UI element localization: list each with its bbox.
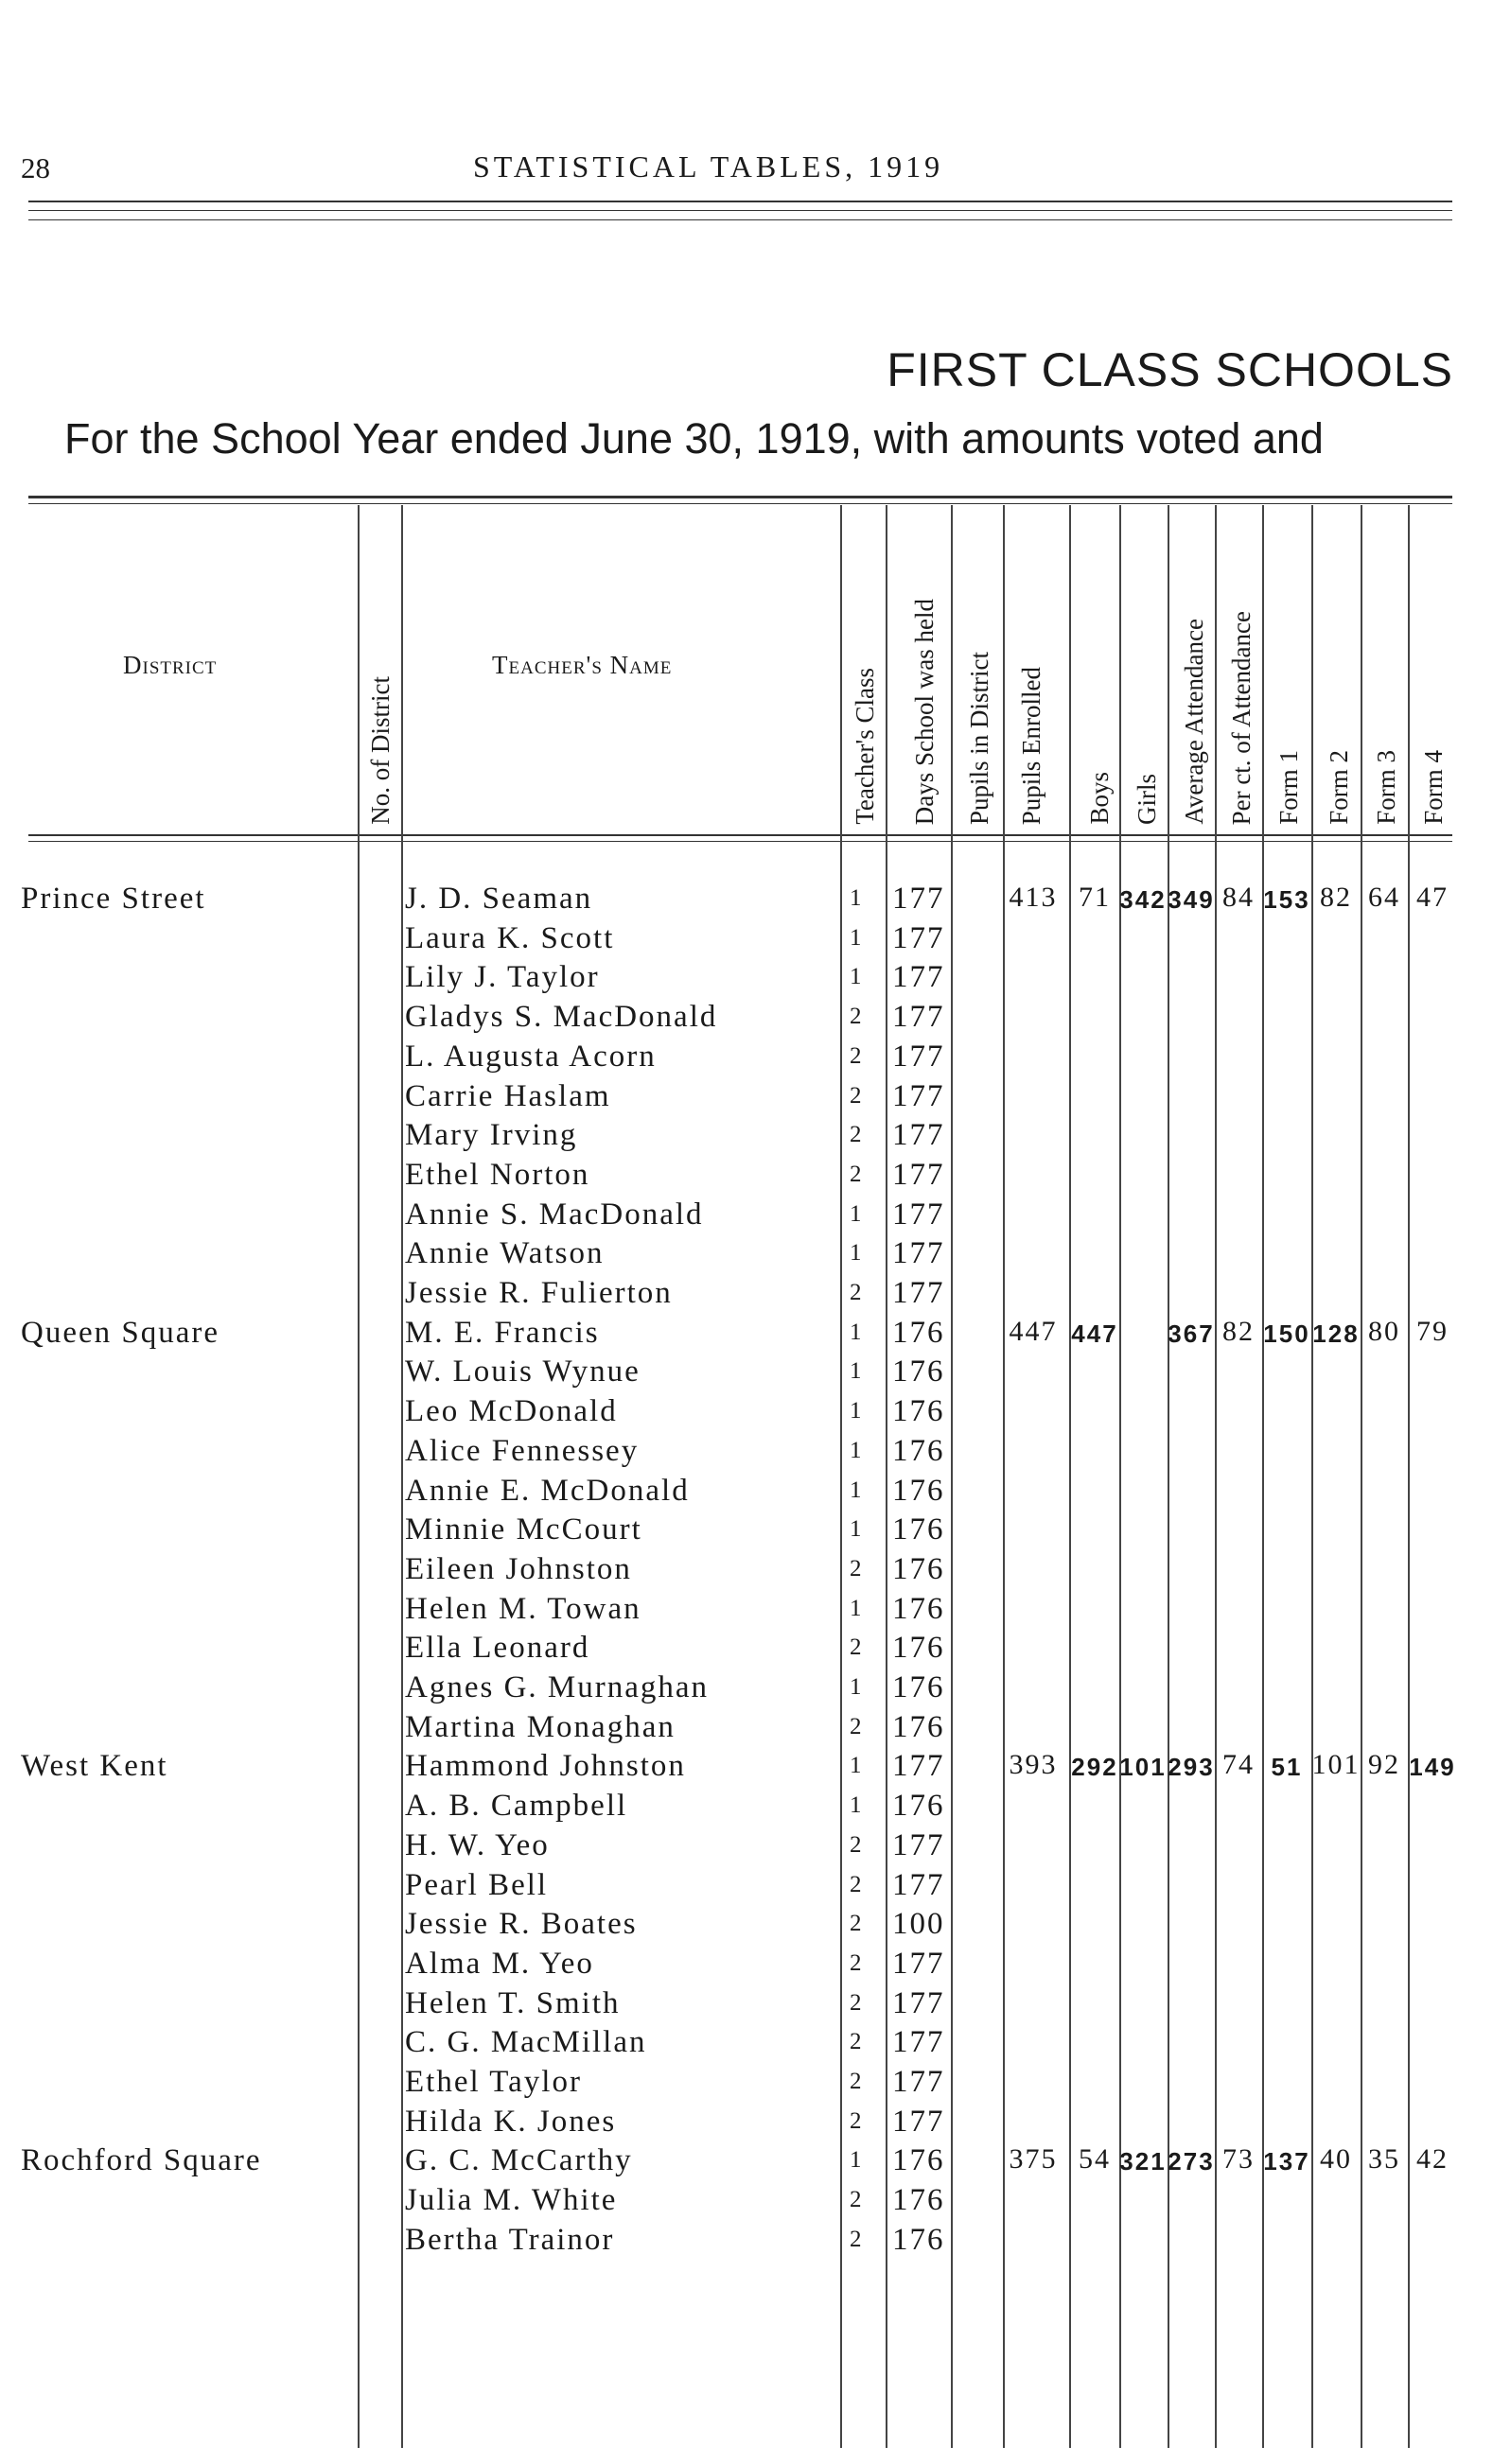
stat-f2: 101 — [1311, 1749, 1361, 1781]
teacher-name: Annie Watson — [405, 1236, 605, 1271]
teacher-name: L. Augusta Acorn — [405, 1039, 657, 1074]
teacher-class: 1 — [850, 1792, 864, 1819]
header-rule-bottom — [28, 219, 1452, 220]
days-held: 177 — [892, 2104, 945, 2139]
teacher-class: 1 — [850, 1398, 864, 1424]
table-row — [0, 1434, 1493, 1474]
table-row — [0, 2143, 1493, 2183]
column-header-pupils-enrolled: Pupils Enrolled — [1016, 666, 1045, 825]
days-held: 176 — [892, 2222, 945, 2257]
table-row — [0, 1907, 1493, 1947]
stat-avg: 349 — [1168, 885, 1215, 914]
stat-boys: 292 — [1071, 1753, 1118, 1782]
table-row — [0, 1512, 1493, 1552]
teacher-name: Annie S. MacDonald — [405, 1197, 704, 1232]
days-held: 176 — [892, 1709, 945, 1744]
table-row — [0, 2183, 1493, 2223]
teacher-name: W. Louis Wynue — [405, 1354, 641, 1389]
table-row — [0, 1749, 1493, 1789]
days-held: 176 — [892, 2183, 945, 2218]
days-held: 176 — [892, 1789, 945, 1824]
table-row — [0, 2065, 1493, 2105]
table-title: FIRST CLASS SCHOOLS — [887, 343, 1453, 396]
teacher-class: 2 — [850, 1911, 864, 1937]
days-held: 177 — [892, 882, 945, 916]
days-held: 100 — [892, 1907, 945, 1942]
teacher-class: 2 — [850, 2107, 864, 2134]
teacher-class: 2 — [850, 1122, 864, 1148]
stat-f4: 42 — [1416, 2143, 1449, 2176]
column-header-avg-attendance: Average Attendance — [1179, 619, 1208, 825]
page-number: 28 — [21, 151, 50, 184]
stat-f4: 149 — [1409, 1753, 1456, 1782]
teacher-class: 2 — [850, 2226, 864, 2252]
teacher-name: Laura K. Scott — [405, 920, 615, 955]
teacher-name: Bertha Trainor — [405, 2222, 615, 2257]
table-row — [0, 1474, 1493, 1513]
stat-f3: 64 — [1368, 882, 1400, 913]
teacher-class: 1 — [850, 964, 864, 990]
days-held: 177 — [892, 1985, 945, 2020]
days-held: 177 — [892, 1276, 945, 1310]
stat-f1: 137 — [1263, 2147, 1310, 2176]
table-row — [0, 1276, 1493, 1316]
table-row — [0, 1828, 1493, 1868]
stat-f3: 35 — [1368, 2143, 1400, 2176]
table-row — [0, 1710, 1493, 1750]
column-header-teacher-class: Teacher's Class — [850, 668, 879, 825]
column-header-days-held: Days School was held — [909, 598, 939, 825]
stat-girls: 321 — [1119, 2147, 1167, 2176]
header-rule — [28, 201, 1452, 202]
days-held: 176 — [892, 1354, 945, 1389]
teacher-class: 2 — [850, 2069, 864, 2094]
table-row — [0, 1986, 1493, 2026]
column-header-pupils-in-district: Pupils in District — [964, 651, 993, 825]
table-row — [0, 921, 1493, 961]
teacher-class: 2 — [850, 1042, 864, 1069]
teacher-class: 1 — [850, 1240, 864, 1267]
table-row — [0, 2105, 1493, 2144]
days-held: 177 — [892, 2025, 945, 2060]
stat-boys: 71 — [1079, 882, 1111, 913]
teacher-name: Eileen Johnston — [405, 1551, 632, 1586]
stat-f2: 82 — [1320, 882, 1352, 913]
teacher-class: 1 — [850, 924, 864, 951]
teacher-class: 2 — [850, 1871, 864, 1897]
days-held: 177 — [892, 1749, 945, 1784]
stat-girls: 342 — [1119, 885, 1167, 914]
teacher-class: 2 — [850, 1713, 864, 1739]
days-held: 176 — [892, 1591, 945, 1626]
stat-f4: 79 — [1416, 1315, 1449, 1347]
table-row — [0, 1354, 1493, 1394]
column-header-form3: Form 3 — [1371, 750, 1400, 825]
stat-f1: 51 — [1271, 1753, 1303, 1782]
teacher-class: 1 — [850, 1595, 864, 1621]
stat-boys: 54 — [1079, 2143, 1111, 2176]
teacher-name: M. E. Francis — [405, 1315, 600, 1350]
district-name: West Kent — [21, 1749, 168, 1784]
days-held: 177 — [892, 1827, 945, 1862]
district-name: Rochford Square — [21, 2143, 262, 2178]
teacher-class: 2 — [850, 1004, 864, 1030]
column-header-pct-attendance: Per ct. of Attendance — [1226, 610, 1256, 825]
teacher-class: 1 — [850, 1674, 864, 1700]
teacher-class: 1 — [850, 1753, 864, 1779]
teacher-name: Minnie McCourt — [405, 1512, 642, 1547]
days-held: 177 — [892, 960, 945, 995]
table-row — [0, 1631, 1493, 1670]
stat-girls: 101 — [1119, 1753, 1167, 1782]
days-held: 176 — [892, 1631, 945, 1666]
column-header-form1: Form 1 — [1273, 750, 1303, 825]
table-row — [0, 1316, 1493, 1355]
table-row — [0, 960, 1493, 1000]
column-header-form4: Form 4 — [1418, 750, 1448, 825]
teacher-name: H. W. Yeo — [405, 1827, 550, 1862]
teacher-name: Leo McDonald — [405, 1394, 618, 1429]
days-held: 177 — [892, 1000, 945, 1035]
stat-enrolled: 413 — [1009, 882, 1058, 913]
teacher-name: Mary Irving — [405, 1118, 578, 1153]
teacher-class: 2 — [850, 1280, 864, 1305]
stat-f1: 153 — [1263, 885, 1310, 914]
days-held: 177 — [892, 920, 945, 955]
stat-f3: 92 — [1368, 1749, 1400, 1781]
days-held: 177 — [892, 1946, 945, 1981]
column-header-boys: Boys — [1084, 772, 1114, 825]
teacher-name: Ethel Norton — [405, 1157, 590, 1192]
stat-f4: 47 — [1416, 882, 1449, 913]
teacher-name: Ella Leonard — [405, 1631, 590, 1666]
teacher-name: Julia M. White — [405, 2183, 618, 2218]
table-row — [0, 1158, 1493, 1197]
teacher-name: G. C. McCarthy — [405, 2143, 633, 2178]
days-held: 176 — [892, 1670, 945, 1704]
days-held: 176 — [892, 1551, 945, 1586]
stat-f1: 150 — [1263, 1319, 1310, 1348]
table-row — [0, 1868, 1493, 1908]
days-held: 176 — [892, 2143, 945, 2178]
stat-boys: 447 — [1071, 1319, 1118, 1348]
header-rule-thin — [28, 210, 1452, 211]
table-subtitle: For the School Year ended June 30, 1919, with amounts voted and — [64, 414, 1324, 463]
days-held: 177 — [892, 2065, 945, 2099]
teacher-name: Hammond Johnston — [405, 1749, 686, 1784]
stat-avg: 367 — [1168, 1319, 1215, 1348]
teacher-class: 1 — [850, 1319, 864, 1345]
running-title: STATISTICAL TABLES, 1919 — [473, 149, 944, 183]
teacher-name: Annie E. McDonald — [405, 1473, 690, 1508]
teacher-class: 1 — [850, 1516, 864, 1543]
table-row — [0, 1394, 1493, 1434]
stat-f2: 40 — [1320, 2143, 1352, 2176]
column-header-district: District — [123, 651, 218, 679]
teacher-name: C. G. MacMillan — [405, 2025, 647, 2060]
teacher-name: Alice Fennessey — [405, 1433, 640, 1468]
teacher-class: 2 — [850, 1634, 864, 1661]
teacher-class: 1 — [850, 1437, 864, 1463]
teacher-name: Lily J. Taylor — [405, 960, 600, 995]
header-bottom-rule — [28, 834, 1452, 836]
table-row — [0, 1552, 1493, 1592]
teacher-name: Carrie Haslam — [405, 1078, 611, 1113]
teacher-class: 1 — [850, 885, 864, 911]
days-held: 177 — [892, 1157, 945, 1192]
teacher-name: Jessie R. Fulierton — [405, 1276, 673, 1310]
teacher-class: 2 — [850, 1082, 864, 1109]
column-header-form2: Form 2 — [1324, 750, 1353, 825]
table-row — [0, 1040, 1493, 1079]
teacher-class: 2 — [850, 1949, 864, 1976]
teacher-name: Agnes G. Murnaghan — [405, 1670, 710, 1704]
teacher-class: 1 — [850, 2147, 864, 2174]
column-header-district-no: No. of District — [365, 676, 395, 825]
table-row — [0, 1789, 1493, 1828]
header-bottom-rule-thin — [28, 841, 1452, 842]
teacher-class: 1 — [850, 1200, 864, 1227]
teacher-name: Gladys S. MacDonald — [405, 1000, 718, 1035]
teacher-name: Jessie R. Boates — [405, 1907, 638, 1942]
stat-f2: 128 — [1312, 1319, 1360, 1348]
stat-avg: 293 — [1168, 1753, 1215, 1782]
table-row — [0, 1236, 1493, 1276]
teacher-name: Helen M. Towan — [405, 1591, 641, 1626]
teacher-name: A. B. Campbell — [405, 1789, 628, 1824]
days-held: 176 — [892, 1394, 945, 1429]
table-row — [0, 1947, 1493, 1986]
days-held: 177 — [892, 1078, 945, 1113]
teacher-name: Martina Monaghan — [405, 1709, 676, 1744]
table-row — [0, 2025, 1493, 2065]
column-header-girls: Girls — [1132, 774, 1161, 825]
days-held: 177 — [892, 1867, 945, 1902]
days-held: 177 — [892, 1118, 945, 1153]
district-name: Prince Street — [21, 882, 206, 916]
table-row — [0, 1000, 1493, 1040]
stat-pct: 84 — [1222, 882, 1255, 913]
teacher-class: 2 — [850, 2187, 864, 2213]
stat-f3: 80 — [1368, 1315, 1400, 1347]
teacher-class: 2 — [850, 2029, 864, 2055]
teacher-name: Helen T. Smith — [405, 1985, 621, 2020]
days-held: 177 — [892, 1236, 945, 1271]
days-held: 177 — [892, 1197, 945, 1232]
stat-pct: 73 — [1222, 2143, 1255, 2176]
days-held: 176 — [892, 1315, 945, 1350]
column-header-teacher: Teacher's Name — [492, 651, 673, 679]
table-row — [0, 1079, 1493, 1119]
table-row — [0, 1118, 1493, 1158]
stat-enrolled: 447 — [1009, 1315, 1058, 1347]
teacher-name: Ethel Taylor — [405, 2065, 582, 2099]
days-held: 176 — [892, 1433, 945, 1468]
days-held: 176 — [892, 1512, 945, 1547]
table-row — [0, 1670, 1493, 1710]
teacher-class: 2 — [850, 1161, 864, 1187]
stat-enrolled: 393 — [1009, 1749, 1058, 1781]
teacher-class: 1 — [850, 1477, 864, 1503]
teacher-name: J. D. Seaman — [405, 882, 593, 916]
stat-pct: 74 — [1222, 1749, 1255, 1781]
table-row — [0, 1197, 1493, 1237]
stat-avg: 273 — [1168, 2147, 1215, 2176]
teacher-name: Hilda K. Jones — [405, 2104, 617, 2139]
stat-pct: 82 — [1222, 1315, 1255, 1347]
teacher-class: 1 — [850, 1358, 864, 1385]
teacher-name: Pearl Bell — [405, 1867, 549, 1902]
district-name: Queen Square — [21, 1315, 220, 1350]
days-held: 177 — [892, 1039, 945, 1074]
stat-enrolled: 375 — [1009, 2143, 1058, 2176]
teacher-class: 2 — [850, 1555, 864, 1582]
table-row — [0, 2223, 1493, 2263]
table-row — [0, 1592, 1493, 1632]
teacher-class: 2 — [850, 1989, 864, 2016]
teacher-name: Alma M. Yeo — [405, 1946, 594, 1981]
days-held: 176 — [892, 1473, 945, 1508]
table-row — [0, 882, 1493, 921]
teacher-class: 2 — [850, 1831, 864, 1858]
